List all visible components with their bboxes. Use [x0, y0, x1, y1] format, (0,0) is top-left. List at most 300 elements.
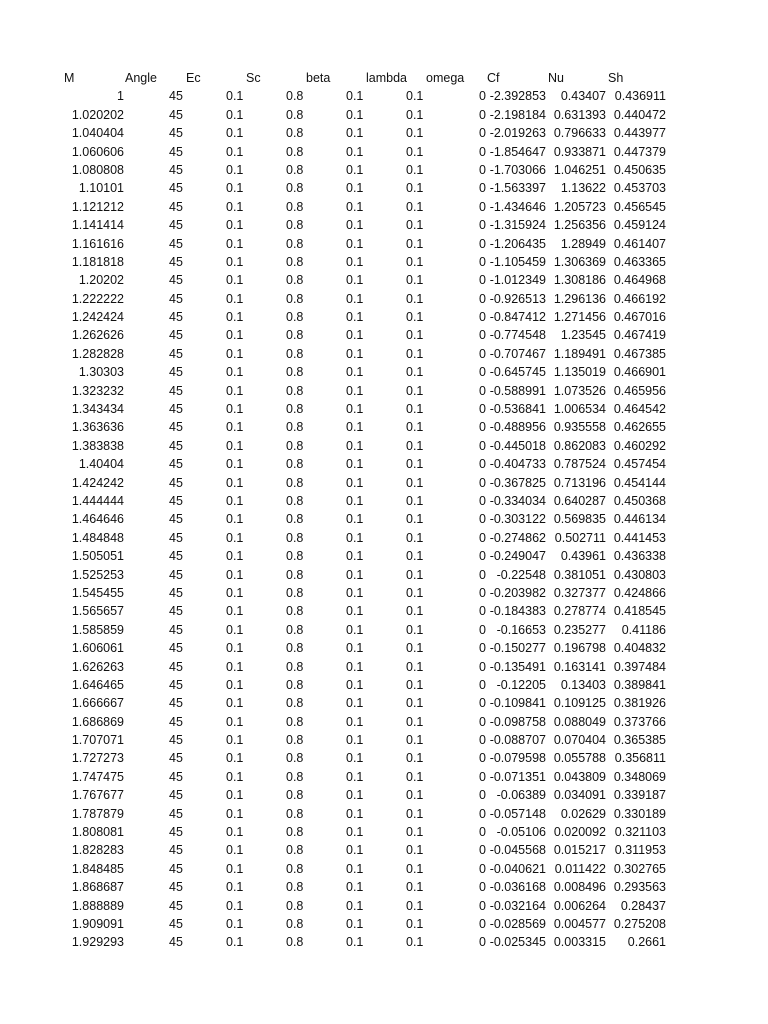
cell-angle: 45	[169, 162, 183, 177]
cell-angle: 45	[169, 935, 183, 950]
cell-sh: 0.460292	[613, 438, 666, 453]
cell-nu: 0.004577	[553, 916, 606, 931]
cell-ec: 0.1	[226, 659, 244, 674]
cell-sc: 0.8	[286, 236, 304, 251]
cell-sc: 0.8	[286, 199, 304, 214]
cell-sc: 0.8	[286, 310, 304, 325]
cell-omega: 0	[479, 254, 486, 269]
cell-angle: 45	[169, 438, 183, 453]
cell-cf: -0.135491	[489, 659, 546, 674]
cell-ec: 0.1	[226, 880, 244, 895]
cell-ec: 0.1	[226, 438, 244, 453]
cell-ec: 0.1	[226, 567, 244, 582]
cell-omega: 0	[479, 512, 486, 527]
table-row	[0, 731, 768, 749]
cell-ec: 0.1	[226, 677, 244, 692]
cell-sc: 0.8	[286, 457, 304, 472]
cell-angle: 45	[169, 567, 183, 582]
cell-angle: 45	[169, 199, 183, 214]
cell-omega: 0	[479, 769, 486, 784]
table-row	[0, 253, 768, 271]
table-row	[0, 897, 768, 915]
table-row	[0, 382, 768, 400]
cell-sc: 0.8	[286, 420, 304, 435]
cell-sh: 0.404832	[613, 641, 666, 656]
cell-cf: -0.274862	[489, 530, 546, 545]
cell-beta: 0.1	[346, 861, 364, 876]
cell-beta: 0.1	[346, 843, 364, 858]
table-row	[0, 768, 768, 786]
cell-sc: 0.8	[286, 916, 304, 931]
cell-sh: 0.467385	[613, 346, 666, 361]
cell-ec: 0.1	[226, 696, 244, 711]
cell-nu: 1.308186	[553, 273, 606, 288]
cell-nu: 0.011422	[554, 861, 606, 876]
cell-angle: 45	[169, 420, 183, 435]
cell-beta: 0.1	[346, 346, 364, 361]
cell-beta: 0.1	[346, 567, 364, 582]
header-beta: beta	[306, 71, 331, 85]
cell-sc: 0.8	[286, 898, 304, 913]
cell-lambda: 0.1	[406, 733, 424, 748]
cell-omega: 0	[479, 696, 486, 711]
cell-cf: -0.774548	[489, 328, 546, 343]
cell-angle: 45	[169, 733, 183, 748]
cell-lambda: 0.1	[406, 438, 424, 453]
cell-angle: 45	[169, 861, 183, 876]
cell-nu: 1.13622	[560, 181, 606, 196]
cell-angle: 45	[169, 843, 183, 858]
cell-cf: -0.06389	[496, 788, 546, 803]
cell-beta: 0.1	[346, 898, 364, 913]
cell-angle: 45	[169, 641, 183, 656]
cell-beta: 0.1	[346, 733, 364, 748]
table-row	[0, 510, 768, 528]
cell-lambda: 0.1	[406, 861, 424, 876]
cell-sc: 0.8	[286, 273, 304, 288]
cell-omega: 0	[479, 622, 486, 637]
cell-ec: 0.1	[226, 549, 244, 564]
cell-sh: 0.467016	[613, 310, 666, 325]
cell-cf: -1.012349	[489, 273, 546, 288]
cell-lambda: 0.1	[406, 346, 424, 361]
cell-nu: 0.235277	[553, 622, 606, 637]
cell-cf: -0.22548	[496, 567, 546, 582]
cell-sh: 0.456545	[613, 199, 666, 214]
cell-m: 1.484848	[71, 530, 124, 545]
cell-nu: 1.135019	[553, 365, 606, 380]
cell-cf: -0.645745	[489, 365, 546, 380]
cell-m: 1.161616	[71, 236, 124, 251]
cell-m: 1.20202	[78, 273, 124, 288]
table-row	[0, 161, 768, 179]
cell-beta: 0.1	[346, 162, 364, 177]
cell-omega: 0	[479, 328, 486, 343]
table-row	[0, 455, 768, 473]
cell-lambda: 0.1	[406, 328, 424, 343]
cell-angle: 45	[169, 236, 183, 251]
cell-sh: 0.443977	[613, 126, 666, 141]
cell-cf: -0.040621	[489, 861, 546, 876]
cell-beta: 0.1	[346, 880, 364, 895]
cell-omega: 0	[479, 420, 486, 435]
cell-lambda: 0.1	[406, 530, 424, 545]
cell-sh: 0.339187	[613, 788, 666, 803]
cell-lambda: 0.1	[406, 677, 424, 692]
cell-cf: -1.315924	[489, 218, 546, 233]
cell-sh: 0.2661	[627, 935, 666, 950]
cell-angle: 45	[169, 714, 183, 729]
cell-sc: 0.8	[286, 218, 304, 233]
cell-m: 1.868687	[71, 880, 124, 895]
cell-cf: -2.019263	[489, 126, 546, 141]
header-sc: Sc	[246, 71, 261, 85]
cell-m: 1.424242	[71, 475, 124, 490]
cell-m: 1.242424	[71, 310, 124, 325]
cell-sc: 0.8	[286, 383, 304, 398]
cell-sc: 0.8	[286, 493, 304, 508]
cell-sc: 0.8	[286, 769, 304, 784]
cell-angle: 45	[169, 328, 183, 343]
cell-ec: 0.1	[226, 291, 244, 306]
cell-lambda: 0.1	[406, 126, 424, 141]
cell-sc: 0.8	[286, 107, 304, 122]
cell-cf: -2.392853	[489, 89, 546, 104]
cell-nu: 0.020092	[553, 825, 606, 840]
cell-beta: 0.1	[346, 659, 364, 674]
table-row	[0, 345, 768, 363]
cell-sh: 0.464968	[613, 273, 666, 288]
cell-omega: 0	[479, 438, 486, 453]
cell-sh: 0.462655	[613, 420, 666, 435]
cell-nu: 0.327377	[553, 585, 606, 600]
cell-m: 1.606061	[71, 641, 124, 656]
cell-sc: 0.8	[286, 733, 304, 748]
cell-m: 1.040404	[71, 126, 124, 141]
header-sh: Sh	[608, 71, 624, 85]
cell-angle: 45	[169, 696, 183, 711]
cell-cf: -0.536841	[489, 402, 546, 417]
cell-sh: 0.467419	[613, 328, 666, 343]
cell-ec: 0.1	[226, 144, 244, 159]
cell-m: 1.828283	[71, 843, 124, 858]
cell-sc: 0.8	[286, 604, 304, 619]
cell-lambda: 0.1	[406, 696, 424, 711]
table-row	[0, 87, 768, 105]
cell-m: 1.808081	[71, 825, 124, 840]
cell-sh: 0.454144	[613, 475, 666, 490]
cell-nu: 0.787524	[553, 457, 606, 472]
cell-sh: 0.466192	[613, 291, 666, 306]
cell-m: 1.727273	[71, 751, 124, 766]
cell-cf: -0.707467	[489, 346, 546, 361]
cell-ec: 0.1	[226, 457, 244, 472]
cell-sh: 0.356811	[614, 751, 666, 766]
cell-cf: -0.028569	[489, 916, 546, 931]
cell-cf: -0.036168	[489, 880, 546, 895]
cell-angle: 45	[169, 218, 183, 233]
cell-angle: 45	[169, 659, 183, 674]
cell-nu: 1.271456	[553, 310, 606, 325]
cell-nu: 0.088049	[553, 714, 606, 729]
cell-m: 1.262626	[71, 328, 124, 343]
table-row	[0, 179, 768, 197]
cell-omega: 0	[479, 677, 486, 692]
cell-nu: 0.569835	[553, 512, 606, 527]
cell-m: 1.888889	[71, 898, 124, 913]
cell-cf: -0.847412	[489, 310, 546, 325]
cell-cf: -0.334034	[489, 493, 546, 508]
cell-nu: 1.046251	[553, 162, 606, 177]
cell-beta: 0.1	[346, 714, 364, 729]
cell-sh: 0.348069	[613, 769, 666, 784]
cell-m: 1.363636	[71, 420, 124, 435]
cell-m: 1.020202	[71, 107, 124, 122]
cell-cf: -0.109841	[489, 696, 546, 711]
cell-lambda: 0.1	[406, 218, 424, 233]
cell-omega: 0	[479, 346, 486, 361]
cell-nu: 1.296136	[553, 291, 606, 306]
cell-nu: 0.631393	[553, 107, 606, 122]
cell-sc: 0.8	[286, 880, 304, 895]
cell-beta: 0.1	[346, 199, 364, 214]
cell-m: 1.323232	[71, 383, 124, 398]
cell-omega: 0	[479, 733, 486, 748]
cell-omega: 0	[479, 162, 486, 177]
cell-lambda: 0.1	[406, 493, 424, 508]
table-row	[0, 639, 768, 657]
cell-lambda: 0.1	[406, 199, 424, 214]
cell-sh: 0.430803	[613, 567, 666, 582]
cell-omega: 0	[479, 365, 486, 380]
header-m: M	[64, 71, 75, 85]
cell-cf: -0.150277	[489, 641, 546, 656]
cell-angle: 45	[169, 549, 183, 564]
cell-angle: 45	[169, 677, 183, 692]
cell-nu: 0.043809	[553, 769, 606, 784]
cell-lambda: 0.1	[406, 567, 424, 582]
cell-omega: 0	[479, 549, 486, 564]
header-nu: Nu	[548, 71, 564, 85]
header-ec: Ec	[186, 71, 201, 85]
cell-ec: 0.1	[226, 825, 244, 840]
cell-m: 1.646465	[71, 677, 124, 692]
cell-sc: 0.8	[286, 677, 304, 692]
cell-omega: 0	[479, 383, 486, 398]
cell-sh: 0.450368	[613, 493, 666, 508]
cell-ec: 0.1	[226, 714, 244, 729]
cell-nu: 0.008496	[553, 880, 606, 895]
cell-sc: 0.8	[286, 512, 304, 527]
cell-cf: -0.445018	[489, 438, 546, 453]
cell-angle: 45	[169, 769, 183, 784]
cell-lambda: 0.1	[406, 935, 424, 950]
cell-cf: -0.588991	[489, 383, 546, 398]
cell-nu: 0.006264	[553, 898, 606, 913]
cell-sc: 0.8	[286, 714, 304, 729]
cell-sc: 0.8	[286, 365, 304, 380]
table-row	[0, 271, 768, 289]
cell-ec: 0.1	[226, 622, 244, 637]
cell-nu: 0.02629	[560, 806, 606, 821]
cell-sh: 0.450635	[613, 162, 666, 177]
cell-lambda: 0.1	[406, 843, 424, 858]
cell-sh: 0.440472	[613, 107, 666, 122]
cell-ec: 0.1	[226, 475, 244, 490]
cell-sh: 0.436338	[613, 549, 666, 564]
cell-ec: 0.1	[226, 328, 244, 343]
cell-lambda: 0.1	[406, 365, 424, 380]
cell-ec: 0.1	[226, 769, 244, 784]
cell-angle: 45	[169, 310, 183, 325]
cell-m: 1.464646	[71, 512, 124, 527]
cell-sc: 0.8	[286, 696, 304, 711]
cell-omega: 0	[479, 714, 486, 729]
cell-omega: 0	[479, 788, 486, 803]
cell-cf: -0.032164	[489, 898, 546, 913]
cell-nu: 0.933871	[553, 144, 606, 159]
cell-beta: 0.1	[346, 328, 364, 343]
cell-angle: 45	[169, 788, 183, 803]
cell-beta: 0.1	[346, 916, 364, 931]
cell-nu: 0.43407	[560, 89, 606, 104]
cell-m: 1.40404	[78, 457, 124, 472]
cell-omega: 0	[479, 457, 486, 472]
cell-lambda: 0.1	[406, 916, 424, 931]
cell-sh: 0.436911	[614, 89, 666, 104]
cell-angle: 45	[169, 475, 183, 490]
cell-sc: 0.8	[286, 567, 304, 582]
cell-m: 1.767677	[71, 788, 124, 803]
cell-m: 1.060606	[71, 144, 124, 159]
header-lambda: lambda	[366, 71, 407, 85]
cell-beta: 0.1	[346, 641, 364, 656]
table-row	[0, 437, 768, 455]
table-row	[0, 786, 768, 804]
table-row	[0, 749, 768, 767]
table-row	[0, 621, 768, 639]
cell-sh: 0.311953	[614, 843, 666, 858]
cell-ec: 0.1	[226, 806, 244, 821]
cell-cf: -0.045568	[489, 843, 546, 858]
cell-beta: 0.1	[346, 806, 364, 821]
cell-cf: -0.203982	[489, 585, 546, 600]
cell-lambda: 0.1	[406, 898, 424, 913]
cell-nu: 1.189491	[553, 346, 606, 361]
cell-lambda: 0.1	[406, 604, 424, 619]
cell-nu: 1.073526	[553, 383, 606, 398]
cell-omega: 0	[479, 475, 486, 490]
cell-sc: 0.8	[286, 126, 304, 141]
cell-lambda: 0.1	[406, 788, 424, 803]
cell-beta: 0.1	[346, 696, 364, 711]
cell-nu: 0.640287	[553, 493, 606, 508]
cell-cf: -0.404733	[489, 457, 546, 472]
table-row	[0, 198, 768, 216]
table-row	[0, 492, 768, 510]
table-row	[0, 400, 768, 418]
cell-m: 1.545455	[71, 585, 124, 600]
cell-m: 1.121212	[71, 199, 124, 214]
cell-sh: 0.461407	[613, 236, 666, 251]
cell-sc: 0.8	[286, 346, 304, 361]
cell-omega: 0	[479, 181, 486, 196]
cell-angle: 45	[169, 751, 183, 766]
table-row	[0, 474, 768, 492]
cell-omega: 0	[479, 310, 486, 325]
cell-angle: 45	[169, 530, 183, 545]
cell-m: 1.10101	[78, 181, 124, 196]
cell-m: 1.30303	[78, 365, 124, 380]
cell-ec: 0.1	[226, 733, 244, 748]
cell-omega: 0	[479, 604, 486, 619]
cell-m: 1.282828	[71, 346, 124, 361]
cell-omega: 0	[479, 585, 486, 600]
cell-angle: 45	[169, 383, 183, 398]
cell-angle: 45	[169, 493, 183, 508]
cell-omega: 0	[479, 218, 486, 233]
cell-beta: 0.1	[346, 254, 364, 269]
cell-sh: 0.365385	[613, 733, 666, 748]
table-row	[0, 106, 768, 124]
cell-sh: 0.463365	[613, 254, 666, 269]
cell-sh: 0.464542	[613, 402, 666, 417]
cell-m: 1.444444	[71, 493, 124, 508]
cell-omega: 0	[479, 273, 486, 288]
cell-sc: 0.8	[286, 806, 304, 821]
cell-ec: 0.1	[226, 898, 244, 913]
cell-nu: 0.502711	[554, 530, 606, 545]
header-omega: omega	[426, 71, 465, 85]
cell-cf: -0.249047	[489, 549, 546, 564]
cell-ec: 0.1	[226, 218, 244, 233]
cell-omega: 0	[479, 402, 486, 417]
table-row	[0, 290, 768, 308]
cell-lambda: 0.1	[406, 751, 424, 766]
cell-cf: -0.926513	[489, 291, 546, 306]
cell-ec: 0.1	[226, 493, 244, 508]
table-body	[0, 87, 768, 951]
cell-ec: 0.1	[226, 420, 244, 435]
cell-lambda: 0.1	[406, 107, 424, 122]
cell-lambda: 0.1	[406, 310, 424, 325]
table-row	[0, 418, 768, 436]
cell-lambda: 0.1	[406, 475, 424, 490]
cell-sc: 0.8	[286, 438, 304, 453]
cell-beta: 0.1	[346, 512, 364, 527]
header-cf: Cf	[487, 71, 500, 85]
cell-m: 1.707071	[71, 733, 124, 748]
cell-beta: 0.1	[346, 677, 364, 692]
cell-nu: 0.278774	[553, 604, 606, 619]
cell-lambda: 0.1	[406, 402, 424, 417]
cell-beta: 0.1	[346, 420, 364, 435]
cell-sh: 0.459124	[613, 218, 666, 233]
cell-nu: 1.23545	[560, 328, 606, 343]
table-row	[0, 658, 768, 676]
cell-sc: 0.8	[286, 585, 304, 600]
cell-lambda: 0.1	[406, 291, 424, 306]
cell-ec: 0.1	[226, 365, 244, 380]
cell-lambda: 0.1	[406, 769, 424, 784]
cell-angle: 45	[169, 585, 183, 600]
cell-cf: -0.184383	[489, 604, 546, 619]
table-row	[0, 933, 768, 951]
cell-m: 1.848485	[71, 861, 124, 876]
cell-nu: 0.796633	[553, 126, 606, 141]
cell-lambda: 0.1	[406, 162, 424, 177]
cell-sh: 0.447379	[613, 144, 666, 159]
